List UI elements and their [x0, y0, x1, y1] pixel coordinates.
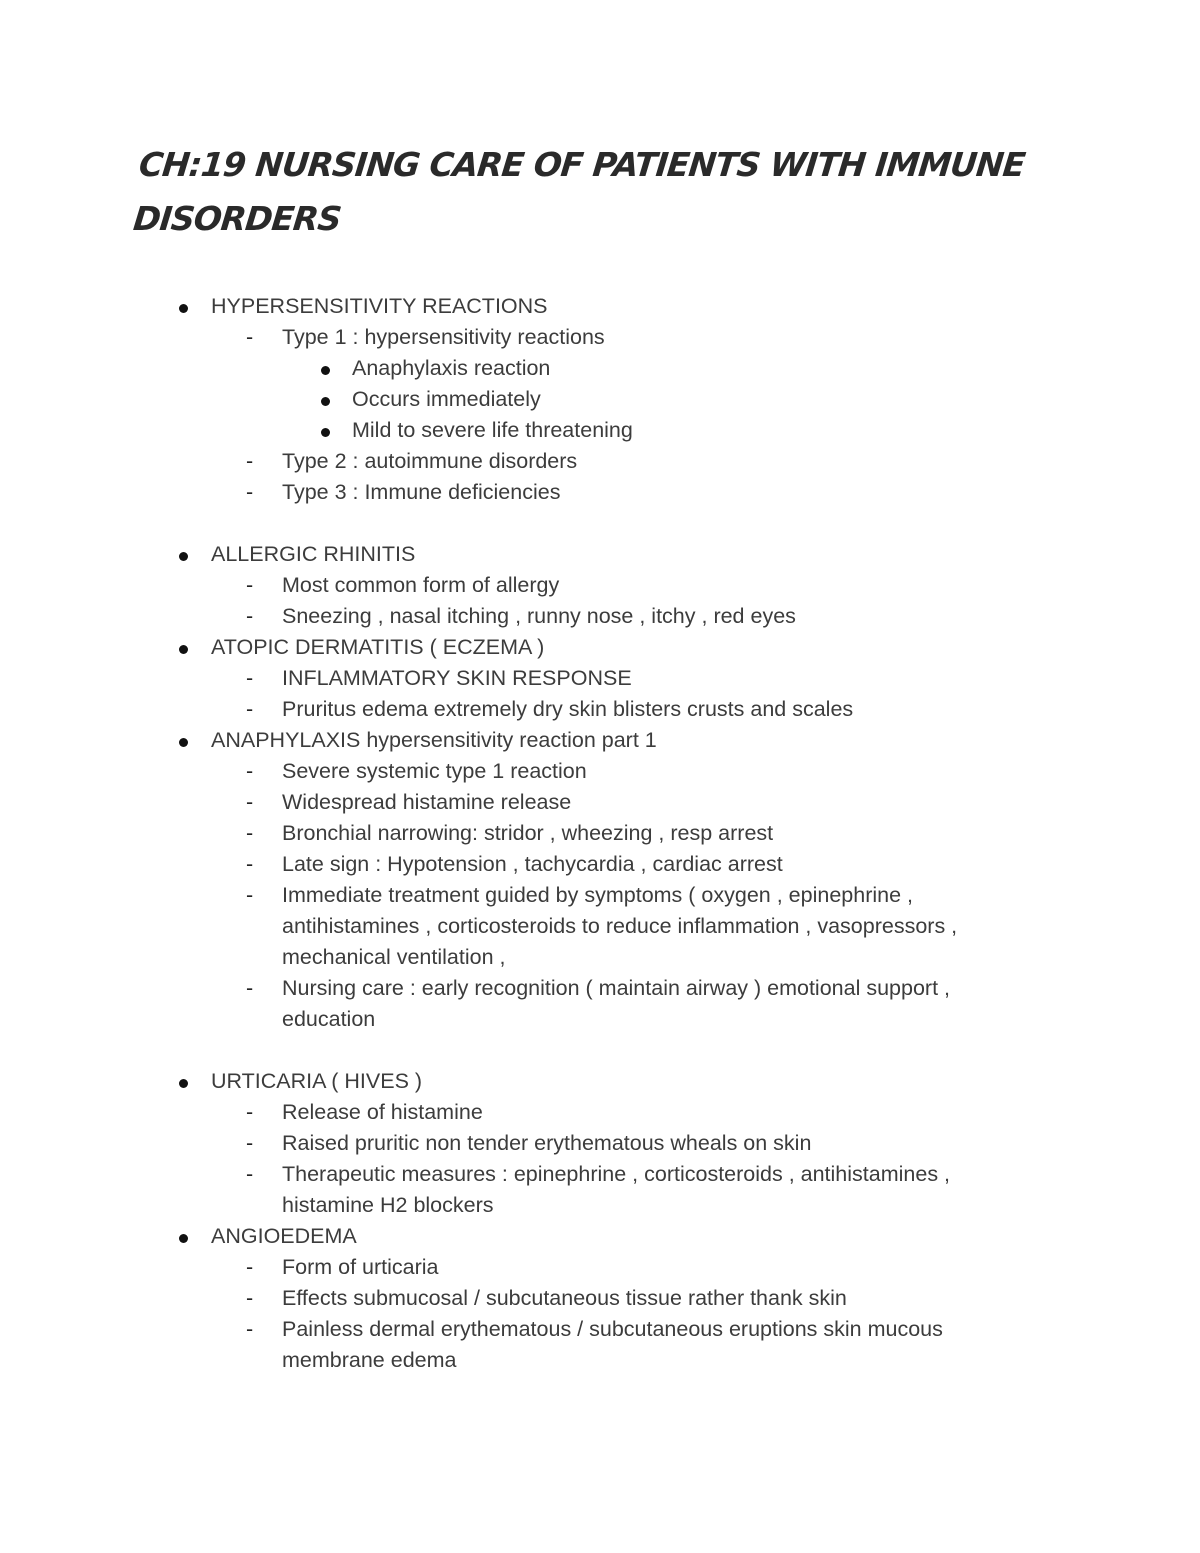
notes-content — [0, 291, 1200, 1376]
dash-icon: - — [246, 697, 254, 721]
bullet-icon — [179, 1079, 188, 1088]
list-item: - Type 2 : autoimmune disorders — [0, 446, 1200, 477]
list-item: - Raised pruritic non tender erythematous wheals on skin — [0, 1128, 1200, 1159]
section-heading: ANAPHYLAXIS hypersensitivity reaction part 1 — [0, 725, 1200, 756]
dash-icon: - — [246, 666, 254, 690]
section-angioedema — [0, 1221, 1200, 1376]
section-allergic-rhinitis — [0, 539, 1200, 632]
list-item: - Widespread histamine release — [0, 787, 1200, 818]
list-item: - Immediate treatment guided by symptoms ( oxygen , epinephrine , — [0, 880, 1200, 911]
dash-icon: - — [246, 449, 254, 473]
list-item: - Painless dermal erythematous / subcutaneous eruptions skin mucous — [0, 1314, 1200, 1345]
dash-icon: - — [246, 821, 254, 845]
section-heading: URTICARIA ( HIVES ) — [0, 1066, 1200, 1097]
section-heading: HYPERSENSITIVITY REACTIONS — [0, 291, 1200, 322]
bullet-icon — [179, 304, 188, 313]
list-item: - Sneezing , nasal itching , runny nose , itchy , red eyes — [0, 601, 1200, 632]
section-heading: ALLERGIC RHINITIS — [0, 539, 1200, 570]
list-item-continuation: histamine H2 blockers — [282, 1193, 494, 1217]
dash-icon: - — [246, 604, 254, 628]
bullet-icon — [179, 1234, 188, 1243]
document-title: CH:19 NURSING CARE OF PATIENTS WITH IMMUNE DISORDERS — [131, 145, 1027, 238]
list-item: - Type 3 : Immune deficiencies — [0, 477, 1200, 508]
list-item: - Bronchial narrowing: stridor , wheezing , resp arrest — [0, 818, 1200, 849]
dash-icon: - — [246, 1162, 254, 1186]
bullet-icon — [321, 397, 330, 406]
list-item: - Pruritus edema extremely dry skin blisters crusts and scales — [0, 694, 1200, 725]
list-item-continuation: education — [282, 1007, 376, 1031]
section-heading: ANGIOEDEMA — [0, 1221, 1200, 1252]
bullet-icon — [321, 428, 330, 437]
list-item: - Late sign : Hypotension , tachycardia , cardiac arrest — [0, 849, 1200, 880]
dash-icon: - — [246, 1255, 254, 1279]
list-item: - Nursing care : early recognition ( maintain airway ) emotional support , — [0, 973, 1200, 1004]
bullet-icon — [179, 552, 188, 561]
list-item: - Form of urticaria — [0, 1252, 1200, 1283]
list-item: - Effects submucosal / subcutaneous tissue rather thank skin — [0, 1283, 1200, 1314]
list-item: - Most common form of allergy — [0, 570, 1200, 601]
sub-list-item: Anaphylaxis reaction — [0, 353, 1200, 384]
section-heading: ATOPIC DERMATITIS ( ECZEMA ) — [0, 632, 1200, 663]
dash-icon: - — [246, 573, 254, 597]
bullet-icon — [179, 738, 188, 747]
list-item-continuation: mechanical ventilation , — [282, 945, 506, 969]
dash-icon: - — [246, 852, 254, 876]
dash-icon: - — [246, 1286, 254, 1310]
dash-icon: - — [246, 976, 254, 1000]
list-item: - Release of histamine — [0, 1097, 1200, 1128]
dash-icon: - — [246, 883, 254, 907]
dash-icon: - — [246, 1317, 254, 1341]
section-hypersensitivity-reactions — [0, 291, 1200, 508]
list-item: - INFLAMMATORY SKIN RESPONSE — [0, 663, 1200, 694]
list-item-continuation: membrane edema — [282, 1348, 457, 1372]
sub-list-item: Occurs immediately — [0, 384, 1200, 415]
dash-icon: - — [246, 480, 254, 504]
list-item: - Type 1 : hypersensitivity reactions — [0, 322, 1200, 353]
bullet-icon — [179, 645, 188, 654]
dash-icon: - — [246, 1131, 254, 1155]
dash-icon: - — [246, 325, 254, 349]
sub-list-item: Mild to severe life threatening — [0, 415, 1200, 446]
list-item: - Therapeutic measures : epinephrine , corticosteroids , antihistamines , — [0, 1159, 1200, 1190]
dash-icon: - — [246, 790, 254, 814]
section-urticaria — [0, 1066, 1200, 1221]
dash-icon: - — [246, 1100, 254, 1124]
list-item: - Severe systemic type 1 reaction — [0, 756, 1200, 787]
dash-icon: - — [246, 759, 254, 783]
section-anaphylaxis — [0, 725, 1200, 1035]
list-item-continuation: antihistamines , corticosteroids to reduce inflammation , vasopressors , — [282, 914, 958, 938]
bullet-icon — [321, 366, 330, 375]
section-atopic-dermatitis — [0, 632, 1200, 725]
